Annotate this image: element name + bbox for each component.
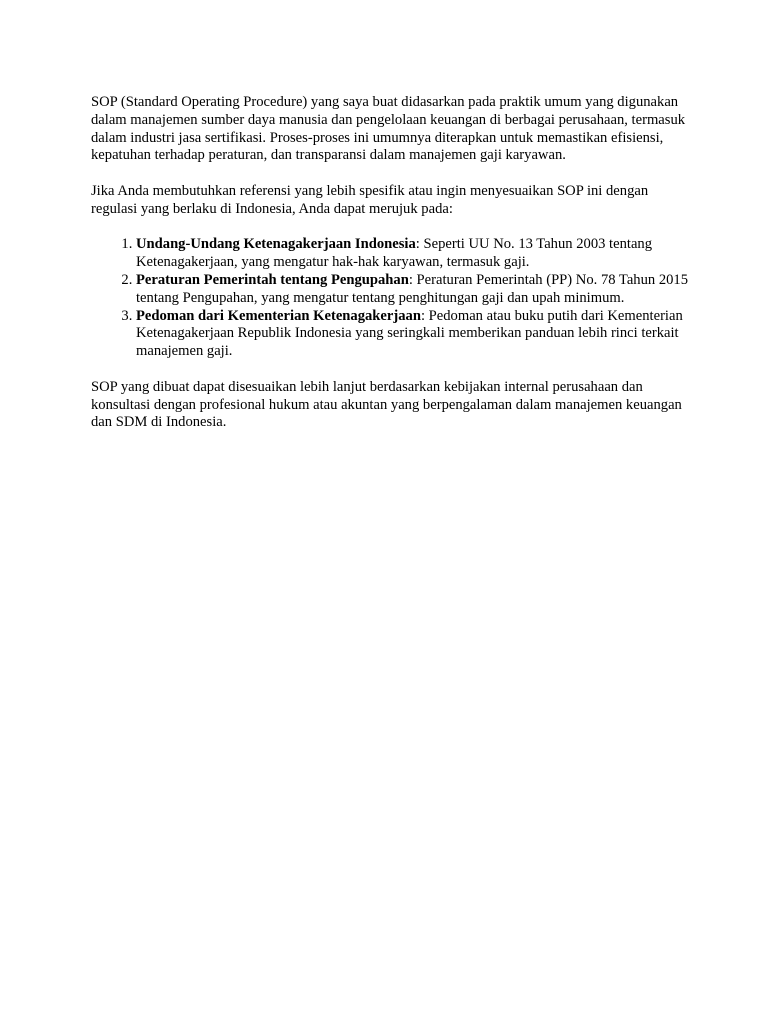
document-page bbox=[91, 94, 691, 432]
closing-paragraph: SOP yang dibuat dapat disesuaikan lebih lanjut berdasarkan kebijakan internal perusahaan dan konsultasi dengan profesional hukum atau akuntan yang berpengalaman dalam manajemen keuangan dan SDM di Indonesia. bbox=[91, 378, 682, 431]
reference-description: : Pedoman atau buku putih dari Kementerian Ketenagakerjaan Republik Indonesia yang seringkali memberikan panduan lebih rinci terkait manajemen gaji. bbox=[136, 307, 683, 360]
reference-item bbox=[136, 308, 691, 361]
reference-item bbox=[136, 272, 691, 308]
reference-title: Pedoman dari Kementerian Ketenagakerjaan bbox=[136, 307, 421, 324]
reference-list bbox=[91, 236, 691, 361]
reference-description: : Peraturan Pemerintah (PP) No. 78 Tahun 2015 tentang Pengupahan, yang mengatur tentang penghitungan gaji dan upah minimum. bbox=[136, 271, 689, 306]
reference-title: Undang-Undang Ketenagakerjaan Indonesia bbox=[136, 236, 416, 253]
intro-paragraph: SOP (Standard Operating Procedure) yang saya buat didasarkan pada praktik umum yang digunakan dalam manajemen sumber daya manusia dan pengelolaan keuangan di berbagai perusahaan, termasuk dalam industri jasa sertifikasi. Proses-proses ini umumnya diterapkan untuk memastikan efisiensi, kepatuhan terhadap peraturan, dan transparansi dalam manajemen gaji karyawan. bbox=[91, 94, 686, 164]
paragraph-spacer bbox=[91, 219, 691, 237]
reference-intro-paragraph: Jika Anda membutuhkan referensi yang lebih spesifik atau ingin menyesuaikan SOP ini dengan regulasi yang berlaku di Indonesia, Anda dapat merujuk pada: bbox=[91, 182, 649, 217]
reference-title: Peraturan Pemerintah tentang Pengupahan bbox=[136, 271, 409, 288]
paragraph-spacer bbox=[91, 165, 691, 183]
reference-description: : Seperti UU No. 13 Tahun 2003 tentang Ketenagakerjaan, yang mengatur hak-hak karyawan, termasuk gaji. bbox=[136, 236, 653, 271]
reference-item bbox=[136, 236, 691, 272]
paragraph-spacer bbox=[91, 361, 691, 379]
